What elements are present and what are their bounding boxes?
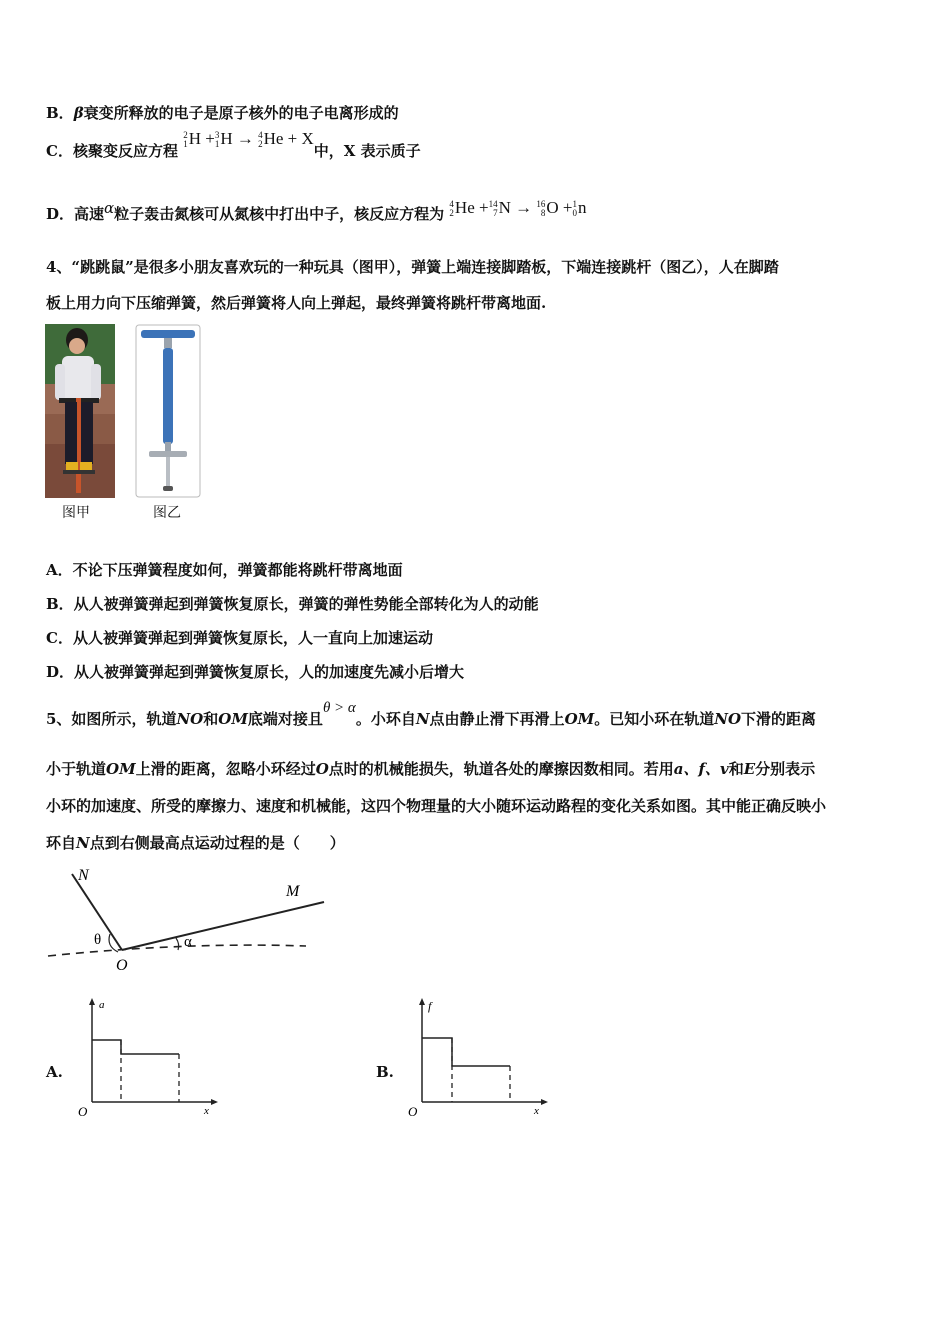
var-n: N (76, 834, 90, 852)
graph-a-xlabel: x (204, 1105, 209, 1117)
q3-option-b (46, 102, 399, 123)
y-arrow (89, 998, 95, 1005)
option-text: 衰变所释放的电子是原子核外的电子电离形成的 (83, 104, 399, 122)
text: 5、如图所示，轨道 (46, 710, 177, 728)
option-label: D． (46, 205, 75, 223)
option-text: 高速 (74, 205, 105, 223)
graph-b-ylabel: f (428, 999, 432, 1013)
graph-b-label: B. (376, 1063, 394, 1081)
x-arrow (541, 1099, 548, 1105)
q4-option-d: D．从人被弹簧弹起到弹簧恢复原长，人的加速度先减小后增大 (46, 663, 465, 681)
q3-option-c (46, 129, 421, 161)
label-theta: θ (94, 932, 102, 948)
graph-a-curve (92, 1040, 179, 1054)
beta-symbol: β (73, 104, 84, 122)
graph-b-origin: O (408, 1104, 418, 1118)
option-text: 粒子轰击氮核可从氮核中打出中子，核反应方程为 (114, 205, 445, 223)
label-n: N (78, 867, 89, 884)
q4-stem-line1: 4、“跳跳鼠”是很多小朋友喜欢玩的一种玩具（图甲），弹簧上端连接脚踏板，下端连接跳杆（图乙），人在脚踏 (46, 258, 779, 276)
option-text: 中，X 表示质子 (313, 142, 421, 160)
q5-stem-line1 (46, 700, 817, 729)
alpha-arc (176, 938, 179, 950)
reaction-equation: 4 2 He + 14 7 N → 16 8 O + 1 0 n (449, 198, 587, 219)
fusion-equation: 2 1 H + 3 1 H → 4 2 He + X (183, 129, 314, 150)
var-no: NO (176, 710, 204, 728)
pogo-photo-jia (45, 324, 115, 498)
q5-stem-line4 (46, 832, 345, 853)
q3-option-d (46, 198, 587, 224)
graph-b-xlabel: x (534, 1105, 539, 1117)
text: 底端对接且 (247, 710, 323, 728)
text: 点到右侧最高点运动过程的是（ ） (89, 834, 345, 852)
var-e: E (743, 760, 756, 778)
var-om: OM (564, 710, 595, 728)
var-om: OM (218, 710, 248, 728)
q4-stem-line2: 板上用力向下压缩弹簧，然后弹簧将人向上弹起，最终弹簧将跳杆带离地面. (46, 294, 547, 312)
ground-dashed (48, 945, 306, 956)
text: 分别表示 (755, 760, 816, 778)
label-o: O (116, 957, 128, 974)
q4-option-a: A．不论下压弹簧程度如何，弹簧都能将跳杆带离地面 (46, 561, 403, 579)
text: 上滑的距离，忽略小环经过 (135, 760, 316, 778)
graph-b-curve (422, 1038, 510, 1066)
label-m: M (286, 883, 300, 900)
option-label: C． (46, 142, 73, 160)
caption-jia: 图甲 (62, 505, 90, 521)
pogo-stick-yi (135, 324, 201, 498)
var-om: OM (106, 760, 136, 778)
alpha-symbol: α (104, 199, 115, 217)
graph-a-label: A. (46, 1063, 63, 1081)
graph-a (74, 996, 224, 1118)
text: 点由静止滑下再滑上 (429, 710, 565, 728)
var-n: N (415, 710, 430, 728)
text: 和 (203, 710, 219, 728)
text: 和 (728, 760, 744, 778)
q5-stem-line3: 小环的加速度、所受的摩擦力、速度和机械能，这四个物理量的大小随环运动路程的变化关系如图。其中能正确反映小 (46, 797, 827, 815)
q4-option-c: C．从人被弹簧弹起到弹簧恢复原长，人一直向上加速运动 (46, 629, 433, 647)
y-arrow (419, 998, 425, 1005)
text: 下滑的距离 (741, 710, 817, 728)
var-no: NO (714, 710, 742, 728)
text: 。已知小环在轨道 (594, 710, 715, 728)
track-om (122, 902, 324, 950)
var-afv: a、f、v (673, 760, 729, 778)
graph-a-origin: O (78, 1104, 88, 1118)
text: 环自 (46, 834, 77, 852)
caption-yi: 图乙 (153, 505, 181, 521)
option-label: B． (46, 104, 74, 122)
label-alpha: α (184, 934, 192, 950)
text: 小于轨道 (46, 760, 107, 778)
text: 点时的机械能损失，轨道各处的摩擦因数相同。若用 (328, 760, 674, 778)
var-o: O (315, 760, 329, 778)
option-text: 核聚变反应方程 (72, 142, 178, 160)
x-arrow (211, 1099, 218, 1105)
text: 。小环自 (355, 710, 416, 728)
condition-theta-alpha: θ > α (322, 700, 356, 716)
graph-a-ylabel: a (99, 999, 105, 1011)
q4-option-b: B．从人被弹簧弹起到弹簧恢复原长，弹簧的弹性势能全部转化为人的动能 (46, 595, 539, 613)
graph-b (404, 996, 554, 1118)
q5-stem-line2 (46, 758, 815, 779)
track-diagram (44, 862, 334, 974)
